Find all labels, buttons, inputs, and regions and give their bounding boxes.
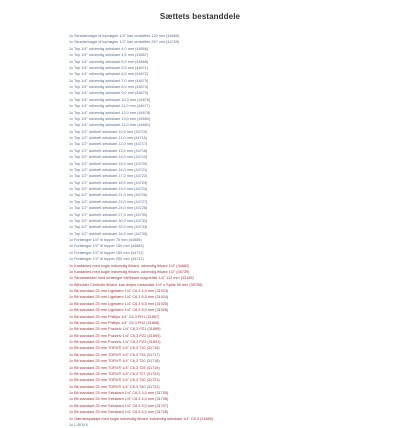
list-item: 1x Forlænger 1/2" til topper 150 mm (44711): [69, 250, 144, 255]
list-item: 1x Top 1/2" dobbelt sekskant 34,0 mm (44735): [69, 231, 148, 236]
list-item: 1x Top 1/2" dobbelt sekskant 21,0 mm (44726): [69, 193, 148, 198]
page-title: Sættets bestanddele: [159, 12, 241, 21]
list-item: 1x Gærdstopadapt med kugle indvendig firkant, indvendig sekskant 1/4" C6,3 (31685): [69, 416, 214, 421]
list-item: 1x Bit standard 25 mm TORX® 1/4" C6,3 T10 (31716): [69, 346, 160, 351]
list-item: 1x Bit standard 25 mm TORX® 1/4" C6,3 T40 (31722): [69, 384, 160, 389]
list-item: 1x Top 1/2" dobbelt sekskant 32,0 mm (44733): [69, 225, 148, 230]
list-item: 1x Top 1/4" udvendig sekskant 6,0 mm (44672): [69, 72, 149, 77]
list-item: 1x Bit standard 25 mm Sekskant 1/4" C6,3 6,0 mm (31708): [69, 410, 169, 415]
contents-list: [69, 33, 369, 428]
list-item: 1x Bit standard 25 mm TORX® 1/4" C6,3 T30 (31721): [69, 378, 160, 383]
list-item: 1x Top 1/2" dobbelt sekskant 16,0 mm (44721): [69, 167, 148, 172]
list-item: 1x Top 1/4" udvendig sekskant 12,0 mm (44678): [69, 110, 151, 115]
list-item: 1x Top 1/2" dobbelt sekskant 15,0 mm (44720): [69, 161, 148, 166]
list-item: 1x Top 1/2" dobbelt sekskant 22,0 mm (44727): [69, 199, 148, 204]
list-item: 1x Top 1/4" udvendig sekskant 5,5 mm (44671): [69, 65, 149, 70]
list-item: 1x Bit standard 25 mm TORX® 1/4" C6,3 T20 (31718): [69, 359, 160, 364]
list-item: 1x Top 1/2" dobbelt sekskant 11,0 mm (44716): [69, 136, 148, 140]
list-item: 1x Top 1/4" udvendig sekskant 10,0 mm (44676): [69, 97, 151, 102]
list-item: 1x Top 1/2" dobbelt sekskant 17,0 mm (44722): [69, 174, 148, 179]
list-item: 1x Bit standard 25 mm TORX® 1/4" C6,3 T25 (31719): [69, 365, 160, 370]
list-item: 1x Bit standard 25 mm Pozidriv 1/4" C6,3 PZ3 (31891): [69, 340, 161, 344]
list-item: 1x Top 1/2" dobbelt sekskant 14,0 mm (44719): [69, 155, 148, 160]
list-item: 1x Bit standard 25 mm Ligekærv 1/4" C6,3 5,5 mm (31924): [69, 295, 169, 300]
list-item: 1x Kardanled med kugle indvendig firkant, udvendig firkant 1/2" (44739): [69, 269, 190, 274]
list-item: 1x Forlænger 1/2" til topper 150 mm (44683): [69, 244, 144, 249]
list-item: 1x Top 1/4" udvendig sekskant 5,0 mm (44668): [69, 59, 149, 64]
list-item: 1x Bit standard 25 mm Ligekærv 1/4" C6,3 4,0 mm (31923): [69, 289, 169, 293]
list-item: 1x Top 1/2" dobbelt sekskant 13,0 mm (44718): [69, 148, 148, 153]
list-item: 1x Top 1/4" udvendig sekskant 9,0 mm (44675): [69, 91, 149, 96]
list-item: 1x Forlænger 1/4" til topper 75 mm (44685): [69, 238, 142, 242]
list-item: 1x Top 1/4" udvendig sekskant 8,0 mm (44674): [69, 85, 149, 89]
list-item: 1x Bit standard 25 mm Pozidriv 1/4" C6,3 PZ2 (31890): [69, 333, 161, 338]
list-item: 1x Bit standard 25 mm Ligekærv 1/4" C6,3 6,5 mm (31925): [69, 301, 169, 306]
list-item: 1x Bit standard 25 mm Sekskant 1/4" C6,3 5,0 mm (31707): [69, 403, 169, 408]
list-item: 1x Top 1/4" udvendig sekskant 7,0 mm (44673): [69, 78, 149, 83]
list-item: 1x Top 1/2" dobbelt sekskant 18,0 mm (44723): [69, 180, 148, 185]
list-item: 1x Top 1/4" udvendig sekskant 4,0 mm (44666): [69, 46, 149, 51]
list-item: 1x Bitholder Centrofix firkant, kan drejes mekaniskt 1/4" x Spids 50 mm (39758): [69, 282, 203, 287]
list-item: 1x Bit standard 25 mm Sekskant 1/4" C6,3 3,0 mm (31705): [69, 391, 169, 395]
list-item: 1x Top 1/4" udvendig sekskant 14,0 mm (44681): [69, 123, 151, 128]
list-item: 1x Bit standard 25 mm Ligekærv 1/4" C6,3 8,0 mm (31926): [69, 308, 169, 313]
list-item: 1x Bit standard 25 mm TORX® 1/4" C6,3 T27 (31720): [69, 371, 160, 376]
list-item: 1x Bit standard 25 mm Phillips 1/4" C6,3 PH1 (31867): [69, 314, 160, 319]
list-item: 1x Top 1/4" udvendig sekskant 4,5 mm (44667): [69, 53, 149, 58]
list-item: 1x Skralde/nøgle til topnøgler 1/4" kan omskiftes 120 mm (44665): [69, 34, 180, 38]
list-item: 1x Forlænger 1/2" til topper 250 mm (44712): [69, 257, 144, 262]
list-item: 1x Bit standard 25 mm Pozidriv 1/4" C6,3 PZ1 (31889): [69, 327, 161, 332]
list-item: 1x Skralde/nøgle til topnøgler 1/2" kan omskiftes 257 mm (44709): [69, 40, 180, 45]
list-item: 1x Bit standard 25 mm Phillips 1/4" C6,3 PH2 (31868): [69, 320, 160, 325]
list-item: 1x Top 1/2" dobbelt sekskant 30,0 mm (44732): [69, 218, 148, 223]
list-item: 1x Top 1/2" dobbelt sekskant 10,0 mm (44710): [69, 129, 148, 134]
list-item: 1x Skruetrækker med forlænger bit/firkant magnetisk 1/4" 112 mm (32165): [69, 276, 194, 281]
list-item: 1x Top 1/2" dobbelt sekskant 12,0 mm (44717): [69, 142, 148, 147]
list-item: 1x Top 1/2" dobbelt sekskant 19,0 mm (44724): [69, 187, 148, 191]
list-item: 1x L-BOXX: [69, 422, 88, 427]
list-item: 1x Top 1/4" udvendig sekskant 13,0 mm (44680): [69, 116, 151, 121]
list-item: 1x Kardanled med kugle indvendig firkant, udvendig firkant 1/4" (44682): [69, 263, 190, 268]
list-item: 1x Top 1/4" udvendig sekskant 11,0 mm (44677): [69, 104, 150, 109]
list-item: 1x Top 1/2" dobbelt sekskant 24,0 mm (44728): [69, 206, 148, 211]
list-item: 1x Top 1/2" dobbelt sekskant 27,0 mm (44730): [69, 212, 148, 217]
list-item: 1x Bit standard 25 mm Sekskant 1/4" C6,3 4,0 mm (31706): [69, 397, 169, 402]
list-item: 1x Bit standard 25 mm TORX® 1/4" C6,3 T15 (31717): [69, 352, 160, 357]
